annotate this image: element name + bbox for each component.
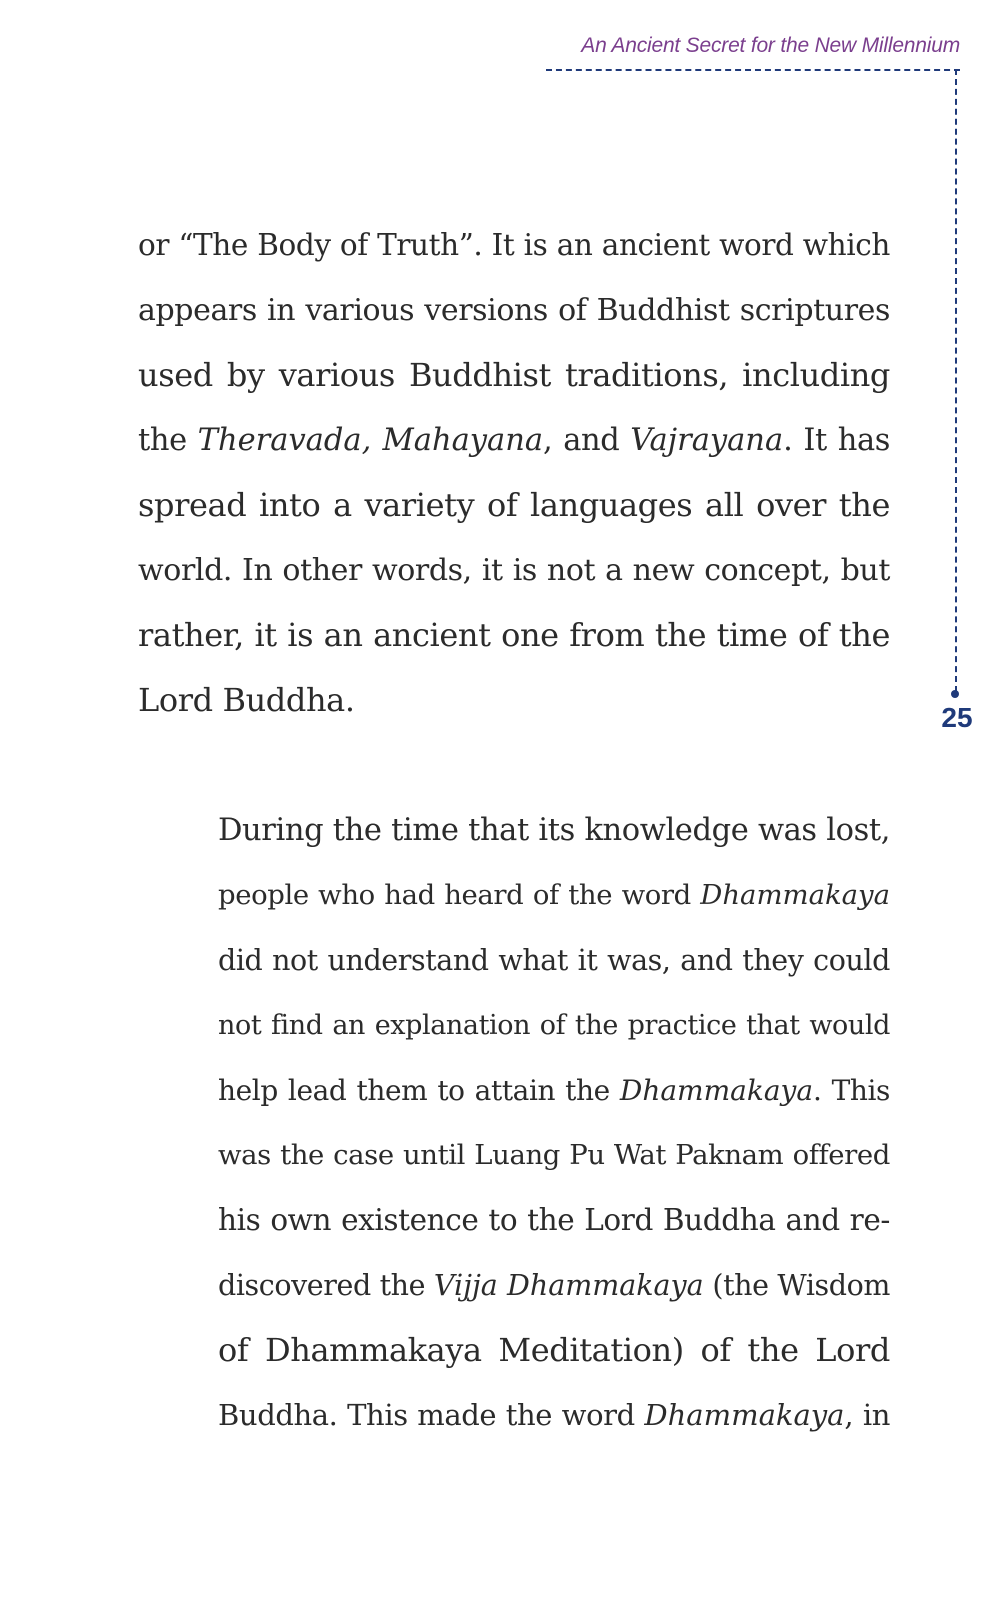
text-line: spread into a variety of languages all over the [138, 486, 890, 524]
text-line: or “The Body of Truth”. It is an ancient word which [138, 228, 890, 262]
text-line: help lead them to attain the Dhammakaya. This [218, 1074, 890, 1107]
text-line: did not understand what it was, and they could [218, 944, 890, 977]
text-line: his own existence to the Lord Buddha and re- [218, 1203, 890, 1237]
text-line: appears in various versions of Buddhist scriptures [138, 293, 890, 328]
italic-term: Vijja Dhammakaya [433, 1269, 704, 1302]
italic-term: Dhammakaya [644, 1398, 845, 1432]
italic-term: Vajrayana [630, 423, 784, 458]
text-line: used by various Buddhist traditions, including [138, 356, 890, 394]
text-line: the Theravada, Mahayana, and Vajrayana. It has [138, 423, 890, 458]
text-line: Buddha. This made the word Dhammakaya, in [218, 1398, 890, 1432]
text-line: Lord Buddha. [138, 681, 355, 719]
side-dashed-rule [955, 69, 957, 692]
italic-term: Dhammakaya [700, 879, 890, 911]
italic-term: Theravada, Mahayana [197, 423, 544, 458]
text-line: During the time that its knowledge was lost, [218, 813, 890, 848]
text-line: rather, it is an ancient one from the time of the [138, 616, 890, 654]
header-dashed-rule [546, 69, 960, 71]
text-line: of Dhammakaya Meditation) of the Lord [218, 1331, 890, 1369]
text-line: was the case until Luang Pu Wat Paknam offered [218, 1139, 890, 1171]
italic-term: Dhammakaya [619, 1074, 814, 1107]
text-line: world. In other words, it is not a new concept, but [138, 553, 890, 588]
page-number: 25 [941, 702, 973, 733]
text-line: not find an explanation of the practice that would [218, 1010, 890, 1041]
rule-end-dot [951, 690, 959, 698]
text-line: discovered the Vijja Dhammakaya (the Wisdom [218, 1269, 890, 1302]
running-title: An Ancient Secret for the New Millennium [581, 34, 960, 57]
paragraph-1 [138, 213, 890, 733]
text-line: people who had heard of the word Dhammakaya [218, 879, 890, 911]
paragraph-2 [138, 798, 890, 1448]
